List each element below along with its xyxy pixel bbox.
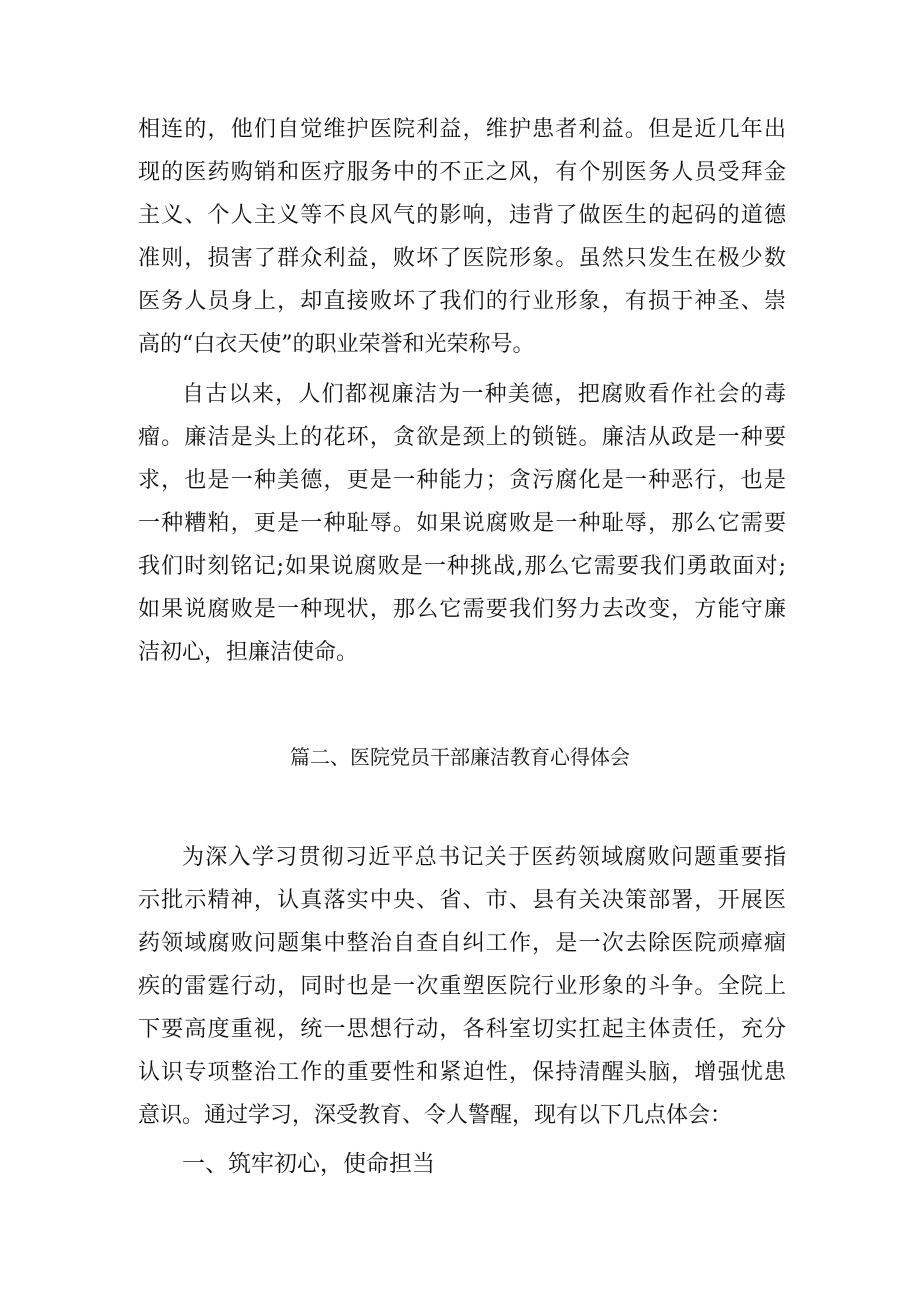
paragraph-line: 我们时刻铭记;如果说腐败是一种挑战,那么它需要我们勇敢面对;: [138, 554, 786, 579]
paragraph-line: 自古以来，人们都视廉洁为一种美德，把腐败看作社会的毒: [182, 382, 786, 407]
paragraph-line: 如果说腐败是一种现状，那么它需要我们努力去改变，方能守廉: [138, 597, 786, 622]
paragraph-line: 意识。通过学习，深受教育、令人警醒，现有以下几点体会：: [138, 1103, 733, 1128]
paragraph-line: 现的医药购销和医疗服务中的不正之风，有个别医务人员受拜金: [138, 160, 786, 185]
paragraph-line: 洁初心，担廉洁使命。: [138, 640, 359, 665]
paragraph-line: 下要高度重视，统一思想行动，各科室切实扛起主体责任，充分: [138, 1017, 786, 1042]
paragraph-line: 主义、个人主义等不良风气的影响，违背了做医生的起码的道德: [138, 203, 786, 228]
paragraph-line: 认识专项整治工作的重要性和紧迫性，保持清醒头脑，增强忧患: [138, 1060, 786, 1085]
paragraph-line: 疾的雷霆行动，同时也是一次重塑医院行业形象的斗争。全院上: [138, 974, 786, 999]
paragraph-line: 为深入学习贯彻习近平总书记关于医药领域腐败问题重要指: [182, 845, 786, 870]
paragraph-line: 医务人员身上，却直接败坏了我们的行业形象，有损于神圣、崇: [138, 289, 786, 314]
paragraph-line: 瘤。廉洁是头上的花环，贪欲是颈上的锁链。廉洁从政是一种要: [138, 425, 786, 450]
paragraph-line: 准则，损害了群众利益，败坏了医院形象。虽然只发生在极少数: [138, 246, 786, 271]
paragraph-line: 求，也是一种美德，更是一种能力；贪污腐化是一种恶行，也是: [138, 468, 786, 493]
paragraph-line: 药领域腐败问题集中整治自查自纠工作，是一次去除医院顽瘴痼: [138, 931, 786, 956]
paragraph-line: 一种糟粕，更是一种耻辱。如果说腐败是一种耻辱，那么它需要: [138, 511, 786, 536]
paragraph-line: 相连的，他们自觉维护医院利益，维护患者利益。但是近几年出: [138, 117, 786, 142]
subheading: 一、筑牢初心，使命担当: [182, 1151, 435, 1177]
paragraph-1: [138, 108, 786, 366]
paragraph-2: [138, 373, 786, 674]
paragraph-line: 示批示精神，认真落实中央、省、市、县有关决策部署，开展医: [138, 888, 786, 913]
paragraph-line: 高的“白衣天使”的职业荣誉和光荣称号。: [138, 332, 535, 357]
section-title: 篇二、医院党员干部廉洁教育心得体会: [290, 745, 630, 769]
paragraph-3: [138, 836, 786, 1137]
